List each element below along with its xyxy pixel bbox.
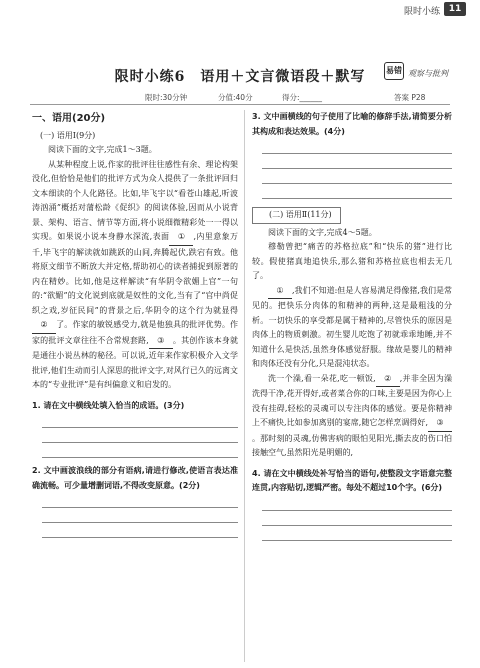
question-text: 3. 文中画横线的句子使用了比喻的修辞手法,请简要分析其构成和表达效果。(4分) [252, 112, 452, 136]
question-text: 2. 文中画波浪线的部分有语病,请进行修改,使语言表达准确流畅。可少量增删词语,不得改变原意。(2分) [32, 466, 238, 490]
answer-line[interactable] [42, 443, 238, 458]
answer-line[interactable] [42, 493, 238, 508]
answer-line[interactable] [262, 154, 452, 169]
total-score: 分值:40分 [218, 93, 253, 102]
instruction: 阅读下面的文字,完成4～5题。 [268, 227, 377, 237]
answer-line[interactable] [262, 511, 452, 526]
part-heading: (二) 语用Ⅱ(11分) [252, 207, 341, 224]
right-column [252, 110, 452, 541]
passage-text: 。那时刻的灵魂,仿佛害病的眼怕见阳光,撕去皮的伤口怕接触空气,虽然阳光是明媚的, [252, 433, 452, 457]
page-number-badge: 11 [444, 2, 466, 16]
passage-text: ,内里意象万千,毕飞宇的解读就如跳跃的山间,奔腾起伏,跌宕有致。他将原文细节不断放大并定格,帮助初心的读者捕捉到原著的内在精妙。比如,他是这样解读“有华阴令欲媚上官”一句的:“欲媚”的文化说到底就是奴性的文化,当有了“官中尚促织之戏,岁征民间”的背景之后,华阴令的这个行为就显得 [32, 232, 239, 315]
answer-line[interactable] [262, 139, 452, 154]
answer-line[interactable] [262, 496, 452, 511]
badge-note: 观察与批判 [408, 69, 448, 78]
question-text: 4. 请在文中横线处补写恰当的语句,使整段文字语意完整连贯,内容贴切,逻辑严密。每处不超过10个字。(6分) [252, 468, 452, 492]
answer-line[interactable] [42, 508, 238, 523]
section-heading: 一、语用(20分) [32, 113, 106, 124]
column-divider [244, 110, 245, 662]
answer-reference: 答案 P28 [394, 93, 426, 102]
part-heading: (一) 语用Ⅰ(9分) [40, 130, 96, 140]
question-1 [32, 399, 238, 414]
blank-marker: ② [376, 372, 400, 388]
header-rule [30, 104, 450, 105]
passage-text: ,我们不知道:但是人容易满足得像猪,我们是常见的。把快乐分肉体的和精神的两种,这是最粗浅的分析。一切快乐的享受都是属于精神的,尽管快乐的原因是肉体上的物质刺激。初生婴儿吃饱了初就乖乖地睡,并不知道什么是快活,虽然身体感觉舒服。缘故是婴儿的精神和肉体还没有分化,只是混沌状态。 [252, 285, 452, 368]
blank-marker: ② [32, 318, 56, 334]
left-column [32, 112, 238, 538]
passage-text: ,并非全因为澡洗得干净,花开得好,或者菜合你的口味,主要是因为你心上没有挂碍,轻松的灵魂可以专注肉体的感觉。要是你精神上不痛快,比如参加离别的宴席,随它怎样烹调得好, [252, 373, 452, 427]
question-3 [252, 110, 452, 139]
instruction: 阅读下面的文字,完成1～3题。 [48, 145, 157, 154]
passage-text: 。其创作该本身就是通往小说丛林的秘径。可以说,近年来作家积极介入文学批评,他们生动而引人深思的批评文字,对风行已久的远离文本的“专业批评”是有纠偏意义和启发的。 [32, 335, 239, 389]
question-4 [252, 467, 452, 496]
blank-marker: ① [268, 284, 292, 300]
passage-paragraph [32, 158, 238, 393]
passage-paragraph [252, 372, 452, 461]
passage-paragraph [252, 284, 452, 372]
answer-line[interactable] [262, 184, 452, 199]
passage-text: 洗一个澡,看一朵花,吃一顿饭, [268, 373, 376, 383]
answer-line[interactable] [262, 526, 452, 541]
score-obtained: 得分:______ [282, 93, 323, 102]
passage-paragraph: 穆勒曾把“痛苦的苏格拉底”和“快乐的猪”进行比较。假使猪真地追快乐,那么猪和苏格拉底也相去无几了。 [252, 242, 452, 280]
question-2 [32, 464, 238, 493]
blank-marker: ③ [428, 416, 452, 432]
running-title: 限时小练 [403, 7, 440, 17]
passage-text: 从某种程度上说,作家的批评往往感性有余、理论构架没化,但恰恰是他们的批评方式为众人提供了一条批评回归文本细读的个人化路径。比如,毕飞宇以“看苍山雄起,听波涛汹涌”概括对蒲松龄《促织》的阅读体验,因而从小说背景、架构、语言、情节等方面,将小说细微精彩处一一得以实现。如果说小说本身静水深流,表面 [32, 159, 238, 241]
page-header [0, 0, 480, 20]
time-limit: 限时:30分钟 [145, 93, 188, 102]
blank-marker: ③ [149, 334, 173, 350]
passage-text: 了。作家的敏锐感受力,就是他独具的批评优势。作家的批评文章往往不合常规套路, [32, 320, 238, 345]
answer-line[interactable] [42, 523, 238, 538]
exercise-meta [0, 92, 480, 104]
question-text: 1. 请在文中横线处填入恰当的成语。(3分) [32, 400, 185, 410]
page-title: 限时小练6 语用＋文言微语段＋默写 [114, 69, 366, 85]
blank-marker: ① [169, 230, 193, 246]
error-prone-badge: 易错 [384, 62, 404, 80]
answer-line[interactable] [42, 428, 238, 443]
answer-line[interactable] [262, 169, 452, 184]
answer-line[interactable] [42, 413, 238, 428]
